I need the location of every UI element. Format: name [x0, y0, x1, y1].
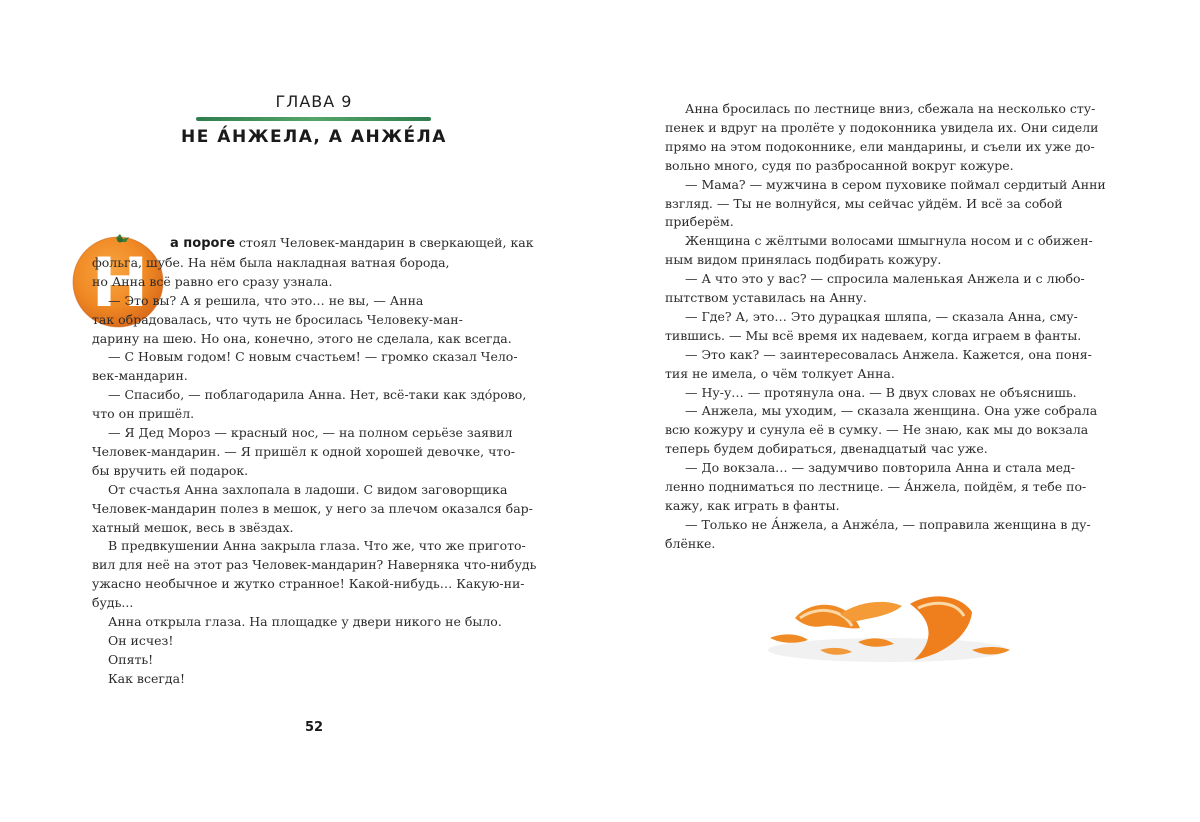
text-line: хатный мешок, весь в звёздах. — [92, 519, 294, 535]
text-line: — До вокзала… — задумчиво повторила Анна и стала мед- — [685, 460, 1075, 476]
text-line: фольга, шубе. На нём была накладная ватная борода, — [92, 254, 450, 270]
text-line: Как всегда! — [108, 670, 186, 686]
text-line: — С Новым годом! С новым счастьем! — громко сказал Чело- — [108, 349, 518, 365]
mandarin-peel-illustration — [760, 588, 1030, 678]
text-line: — Спасибо, — поблагодарила Анна. Нет, всё-таки как здо́рово, — [108, 387, 527, 403]
text-line: взгляд. — Ты не волнуйся, мы сейчас уйдём. И всё за собой — [665, 195, 1063, 211]
text-line: вольно много, судя по разбросанной вокруг кожуре. — [665, 157, 1014, 173]
text-line: От счастья Анна захлопала в ладоши. С видом заговорщика — [108, 481, 508, 497]
text-line: но Анна всё равно его сразу узнала. — [92, 273, 333, 289]
text-line: дарину на шею. Но она, конечно, этого не сделала, как всегда. — [92, 330, 512, 346]
text-line: — Ну-у… — протянула она. — В двух словах не объяснишь. — [685, 384, 1077, 400]
text-line: век-мандарин. — [92, 368, 188, 384]
text-line: — Только не А́нжела, а Анже́ла, — поправила женщина в ду- — [685, 516, 1091, 532]
text-line: — Я Дед Мороз — красный нос, — на полном серьёзе заявил — [108, 425, 513, 440]
text-line: В предвкушении Анна закрыла глаза. Что же, что же пригото- — [108, 538, 526, 554]
text-line: — Мама? — мужчина в сером пуховике поймал сердитый Анни — [685, 176, 1106, 192]
text-line: Он исчез! — [108, 632, 174, 648]
right-page — [600, 0, 1200, 822]
drop-cap-letter: Н — [91, 244, 149, 323]
text-line: пенек и вдруг на пролёте у подоконника увидела их. Они сидели — [665, 119, 1099, 135]
text-line: что он пришёл. — [92, 406, 195, 422]
page-number: 52 — [304, 720, 324, 735]
text-line: тия не имела, о чём толкует Анна. — [665, 365, 895, 381]
text-line: блёнке. — [665, 535, 716, 551]
first-line — [170, 234, 534, 254]
text-line: бы вручить ей подарок. — [92, 462, 249, 478]
text-line: теперь будем добираться, двенадцатый час уже. — [665, 441, 988, 457]
text-line: кажу, как играть в фанты. — [665, 497, 840, 513]
text-line: Женщина с жёлтыми волосами шмыгнула носом и с обижен- — [685, 233, 1093, 249]
chapter-title: НЕ А́НЖЕЛА, А АНЖЕ́ЛА — [181, 127, 447, 147]
text-line: — Это вы? А я решила, что это… не вы, — Анна — [108, 292, 424, 308]
text-line: вил для неё на этот раз Человек-мандарин? Наверняка что-нибудь — [92, 557, 537, 573]
text-line: Человек-мандарин полез в мешок, у него за плечом оказался бар- — [92, 500, 533, 516]
text-line: Опять! — [108, 651, 154, 667]
text-line: так обрадовалась, что чуть не бросилась Человеку-ман- — [92, 311, 463, 327]
text-line: ным видом принялась подбирать кожуру. — [665, 252, 942, 268]
text-line: — А что это у вас? — спросила маленькая Анжела и с любо- — [685, 271, 1085, 287]
text-line: ленно подниматься по лестнице. — А́нжела, пойдём, я тебе по- — [665, 479, 1087, 494]
text-line: Анна бросилась по лестнице вниз, сбежала на несколько сту- — [685, 101, 1096, 116]
text-line: Анна открыла глаза. На площадке у двери никого не было. — [108, 614, 502, 629]
chapter-label: ГЛАВА 9 — [275, 92, 353, 111]
text-line: Человек-мандарин. — Я пришёл к одной хорошей девочке, что- — [92, 443, 516, 459]
first-line-rest: стоял Человек-мандарин в сверкающей, как — [235, 235, 534, 250]
text-line: — Анжела, мы уходим, — сказала женщина. Она уже собрала — [685, 403, 1098, 419]
text-line: всю кожуру и сунула её в сумку. — Не знаю, как мы до вокзала — [665, 422, 1089, 438]
text-line: — Где? А, это… Это дурацкая шляпа, — сказала Анна, сму- — [685, 308, 1078, 324]
text-line: прямо на этом подоконнике, ели мандарины, и съели их уже до- — [665, 138, 1095, 154]
text-line: приберём. — [665, 214, 734, 230]
text-line: пытством уставилась на Анну. — [665, 290, 867, 305]
text-line: тившись. — Мы всё время их надеваем, когда играем в фанты. — [665, 327, 1082, 343]
text-line: будь... — [92, 595, 134, 611]
text-line: — Это как? — заинтересовалась Анжела. Кажется, она поня- — [685, 346, 1092, 362]
text-line: ужасно необычное и жутко странное! Какой-нибудь… Какую-ни- — [92, 576, 525, 592]
chapter-title-rule — [196, 117, 431, 121]
first-line-lead: а пороге — [170, 236, 236, 251]
